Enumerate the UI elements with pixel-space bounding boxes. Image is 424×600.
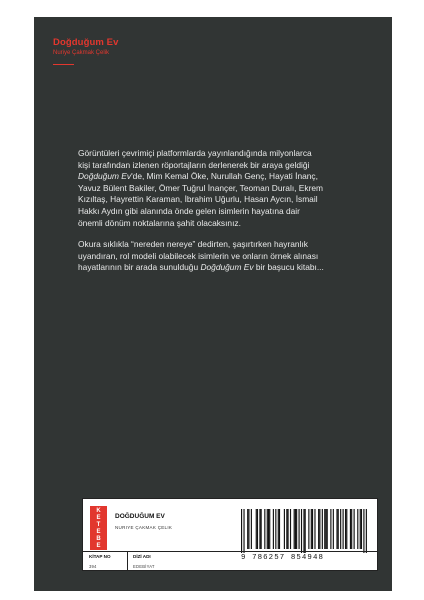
- blurb-line: [78, 262, 358, 274]
- barcode-bar: [354, 509, 355, 549]
- barcode-bar: [294, 509, 295, 549]
- blurb-italic-title: Doğduğum Ev: [200, 262, 254, 273]
- barcode-bar: [284, 509, 285, 549]
- blurb-line: Görüntüleri çevrimiçi platformlarda yayınlandığında milyonlarca: [78, 148, 312, 158]
- barcode-bar: [295, 509, 296, 549]
- blurb-paragraph-1: [78, 148, 358, 229]
- barcode-bar: [346, 509, 347, 549]
- barcode-bar: [333, 509, 334, 549]
- barcode-bar: [308, 509, 309, 549]
- barcode-bar: [324, 509, 325, 549]
- barcode-bar: [259, 509, 260, 549]
- blurb-line: [78, 171, 358, 183]
- label-author: NURIYE ÇAKMAK ÇELIK: [115, 525, 173, 530]
- isbn-number: 9 786257 854948: [241, 554, 325, 562]
- book-no-value: 394: [89, 564, 97, 569]
- label-column-divider: [127, 551, 128, 571]
- blurb-line: uyandıran, rol modeli olabilecek isimlerin ve onların örnek alınası: [78, 250, 319, 261]
- blurb-line: Kızıltaş, Hayrettin Karaman, İbrahim Uğurlu, Hasan Aycın, İsmail: [78, 194, 318, 205]
- blurb-line: Okura sıklıkla “nereden nereye” dedirten, şaşırtırken hayranlık: [78, 239, 308, 250]
- barcode-bar: [336, 509, 337, 549]
- label-title: DOĞDUĞUM EV: [115, 513, 165, 520]
- series-value: EDEBİYAT: [133, 564, 155, 569]
- barcode-graphic: [241, 509, 367, 553]
- blurb-line: Yavuz Bülent Bakiler, Ömer Tuğrul İnançer, Teoman Duralı, Ekrem: [78, 182, 323, 193]
- barcode-bar: [363, 509, 364, 553]
- barcode-bar: [251, 509, 252, 549]
- blurb-text: [78, 148, 358, 284]
- blurb-line-rest: bir başucu kitabı...: [253, 262, 324, 273]
- barcode-bar: [351, 509, 352, 549]
- barcode-bar: [311, 509, 312, 549]
- barcode-bar: [269, 509, 270, 549]
- barcode-bar: [257, 509, 258, 549]
- barcode-bar: [360, 509, 361, 549]
- barcode-bar: [325, 509, 326, 549]
- barcode-bar: [278, 509, 279, 549]
- barcode-bar: [338, 509, 339, 549]
- barcode-bar: [314, 509, 315, 549]
- barcode-bar: [279, 509, 280, 549]
- logo-letter: K: [96, 507, 101, 514]
- cover-title: Doğduğum Ev: [53, 37, 119, 48]
- barcode-bar: [299, 509, 300, 549]
- barcode-bar: [275, 509, 276, 549]
- barcode-bar: [301, 509, 302, 553]
- barcode-bar: [268, 509, 269, 549]
- logo-letter: E: [96, 528, 101, 535]
- logo-letter: E: [96, 542, 101, 549]
- barcode: [241, 509, 367, 560]
- barcode-bar: [256, 509, 257, 549]
- blurb-italic-title: Doğduğum Ev: [78, 171, 132, 182]
- barcode-bar: [345, 509, 346, 549]
- barcode-bar: [243, 509, 244, 553]
- barcode-bar: [343, 509, 344, 549]
- barcode-bar: [296, 509, 297, 549]
- barcode-bar: [318, 509, 319, 549]
- title-divider: [53, 64, 74, 65]
- blurb-paragraph-2: [78, 239, 358, 274]
- barcode-bar: [327, 509, 328, 549]
- blurb-line: Hakkı Aydın gibi alanında önde gelen isimlerin hayatına dair: [78, 205, 300, 216]
- barcode-bar: [361, 509, 362, 549]
- barcode-bar: [267, 509, 268, 549]
- barcode-bar: [340, 509, 341, 549]
- barcode-bar: [330, 509, 331, 549]
- blurb-line-rest: 'de, Mim Kemal Öke, Nurullah Genç, Hayati İnanç,: [131, 171, 318, 182]
- barcode-bar: [366, 509, 367, 553]
- barcode-bar: [273, 509, 274, 549]
- barcode-bar: [319, 509, 320, 549]
- logo-letter: E: [96, 514, 101, 521]
- publisher-logo: [90, 506, 107, 550]
- logo-letter: T: [96, 521, 101, 528]
- barcode-bar: [305, 509, 306, 553]
- book-no-heading: KİTAP NO: [89, 554, 111, 559]
- barcode-bar: [357, 509, 358, 549]
- barcode-bar: [241, 509, 242, 553]
- barcode-bar: [286, 509, 287, 549]
- barcode-bar: [264, 509, 265, 549]
- barcode-bar: [247, 509, 248, 549]
- barcode-bar: [290, 509, 291, 549]
- logo-letter: B: [96, 535, 101, 542]
- barcode-bar: [350, 509, 351, 549]
- book-info-label: [82, 498, 378, 571]
- barcode-bar: [261, 509, 262, 549]
- barcode-bar: [248, 509, 249, 549]
- blurb-line: kişi tarafından izlenen röportajların derlenerek bir araya geldiği: [78, 159, 310, 170]
- series-heading: DİZİ ADI: [133, 554, 151, 559]
- book-back-cover: [34, 17, 392, 591]
- cover-author: Nuriye Çakmak Çelik: [53, 50, 110, 56]
- barcode-bar: [303, 509, 304, 553]
- barcode-bar: [312, 509, 313, 549]
- barcode-bar: [322, 509, 323, 549]
- blurb-line: önemli dönüm noktalarına şahit olacaksınız.: [78, 217, 241, 228]
- barcode-bar: [287, 509, 288, 549]
- blurb-line-prefix: hayatlarının bir arada sunulduğu: [78, 262, 201, 273]
